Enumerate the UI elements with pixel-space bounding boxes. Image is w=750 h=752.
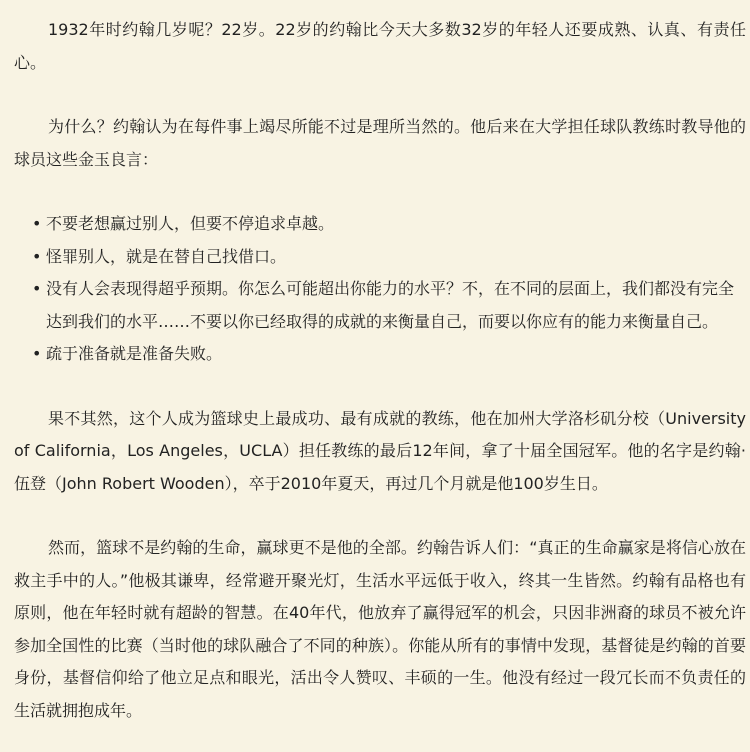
list-item-text: 怪罪别人，就是在替自己找借口。 (46, 246, 287, 266)
spacer (14, 176, 746, 208)
paragraph-why: 为什么？约翰认为在每件事上竭尽所能不过是理所当然的。他后来在大学担任球队教练时教导他的球员这些金玉良言： (14, 117, 746, 169)
bullet-icon: • (32, 279, 42, 298)
paragraph-age: 1932年时约翰几岁呢？22岁。22岁的约翰比今天大多数32岁的年轻人还要成熟、认真、有责任心。 (14, 20, 746, 72)
spacer (14, 79, 746, 111)
list-item (14, 273, 746, 338)
list-item (14, 208, 746, 241)
bullet-icon: • (32, 246, 42, 266)
list-item (14, 241, 746, 274)
bullet-icon: • (32, 344, 42, 363)
maxims-list (14, 208, 746, 371)
bullet-icon: • (32, 214, 42, 233)
list-item-text: 没有人会表现得超乎预期。你怎么可能超出你能力的水平？不，在不同的层面上，我们都没有完全达到我们的水平……不要以你已经取得的成就的来衡量自己，而要以你应有的能力来衡量自己。 (46, 279, 735, 331)
paragraph-wooden: 果不其然，这个人成为篮球史上最成功、最有成就的教练，他在加州大学洛杉矶分校（University of California，Los Angeles，UCLA）担任教练的最后12年间，拿了十届全国冠军。他的名字是约翰·伍登（John Robert Wooden），卒于2010年夏天，再过几个月就是他100岁生日。 (14, 408, 746, 493)
spacer (14, 500, 746, 532)
list-item (14, 338, 746, 371)
paragraph-faith: 然而，篮球不是约翰的生命，赢球更不是他的全部。约翰告诉人们：“真正的生命赢家是将信心放在救主手中的人。”他极其谦卑，经常避开聚光灯，生活水平远低于收入，终其一生皆然。约翰有品格也有原则，他在年轻时就有超龄的智慧。在40年代，他放弃了赢得冠军的机会，只因非洲裔的球员不被允许参加全国性的比赛（当时他的球队融合了不同的种族）。你能从所有的事情中发现，基督徒是约翰的首要身份，基督信仰给了他立足点和眼光，活出令人赞叹、丰硕的一生。他没有经过一段冗长而不负责任的生活就拥抱成年。 (14, 538, 746, 720)
spacer (14, 371, 746, 403)
list-item-text: 不要老想赢过别人，但要不停追求卓越。 (46, 214, 335, 233)
list-item-text: 疏于准备就是准备失败。 (46, 344, 223, 363)
